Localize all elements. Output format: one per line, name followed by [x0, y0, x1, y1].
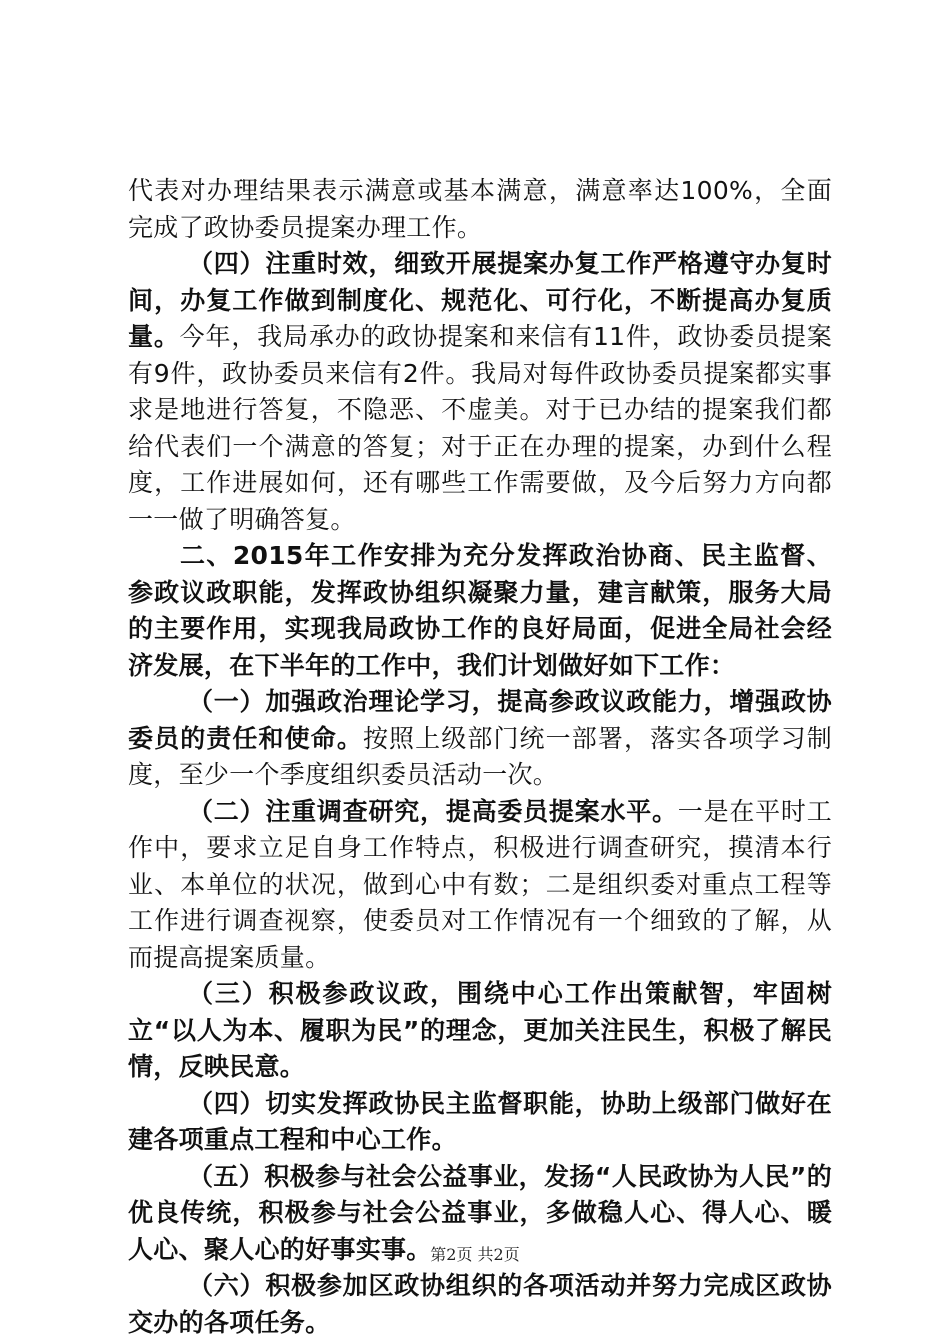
paragraph-3-lead: 二、2015年工作安排为充分发挥政治协商、民主监督、参政议政职能，发挥政协组织凝聚力量，建言献策，服务大局的主要作用，实现我局政协工作的良好局面，促进全局社会经济发展，在下半年的工作中，我们计划做好如下工作： — [128, 541, 832, 680]
paragraph-8-lead: （五）积极参与社会公益事业，发扬“人民政协为人民”的优良传统，积极参与社会公益事业，多做稳人心、得人心、暖人心、聚人心的好事实事。 — [128, 1161, 832, 1264]
paragraph-7 — [128, 1086, 832, 1159]
paragraph-7-lead: （四）切实发挥政协民主监督职能，协助上级部门做好在建各项重点工程和中心工作。 — [128, 1088, 832, 1154]
paragraph-9 — [128, 1268, 832, 1341]
paragraph-2-lead: （四）注重时效，细致开展提案办复工作严格遵守办复时间，办复工作做到制度化、规范化、可行化，不断提高办复质量。 — [128, 249, 832, 351]
paragraph-5 — [128, 794, 832, 977]
page-footer — [0, 1244, 950, 1266]
paragraph-3 — [128, 538, 832, 684]
paragraph-5-lead: （二）注重调查研究，提高委员提案水平。 — [188, 796, 678, 826]
paragraph-5-body: 一是在平时工作中，要求立足自身工作特点，积极进行调查研究，摸清本行业、本单位的状况，做到心中有数；二是组织委对重点工程等工作进行调查视察，使委员对工作情况有一个细致的了解，从而提高提案质量。 — [128, 796, 832, 972]
paragraph-2 — [128, 246, 832, 538]
paragraph-4-body: 按照上级部门统一部署，落实各项学习制度，至少一个季度组织委员活动一次。 — [128, 723, 832, 789]
paragraph-6 — [128, 976, 832, 1086]
document-body — [128, 173, 832, 1341]
paragraph-2-body: 今年，我局承办的政协提案和来信有11件，政协委员提案有9件，政协委员来信有2件。我局对每件政协委员提案都实事求是地进行答复，不隐恶、不虚美。对于已办结的提案我们都给代表们一个满意的答复；对于正在办理的提案，办到什么程度，工作进展如何，还有哪些工作需要做，及今后努力方向都一一做了明确答复。 — [128, 322, 832, 534]
paragraph-4 — [128, 684, 832, 794]
paragraph-4-lead: （一）加强政治理论学习，提高参政议政能力，增强政协委员的责任和使命。 — [128, 687, 832, 753]
paragraph-1 — [128, 173, 832, 246]
page-number-label: 第2页 共2页 — [430, 1245, 520, 1264]
paragraph-1-body: 代表对办理结果表示满意或基本满意，满意率达100%，全面完成了政协委员提案办理工作。 — [128, 176, 832, 242]
paragraph-9-lead: （六）积极参加区政协组织的各项活动并努力完成区政协交办的各项任务。 — [128, 1271, 832, 1337]
paragraph-6-lead: （三）积极参政议政，围绕中心工作出策献智，牢固树立“以人为本、履职为民”的理念，更加关注民生，积极了解民情，反映民意。 — [128, 979, 832, 1081]
